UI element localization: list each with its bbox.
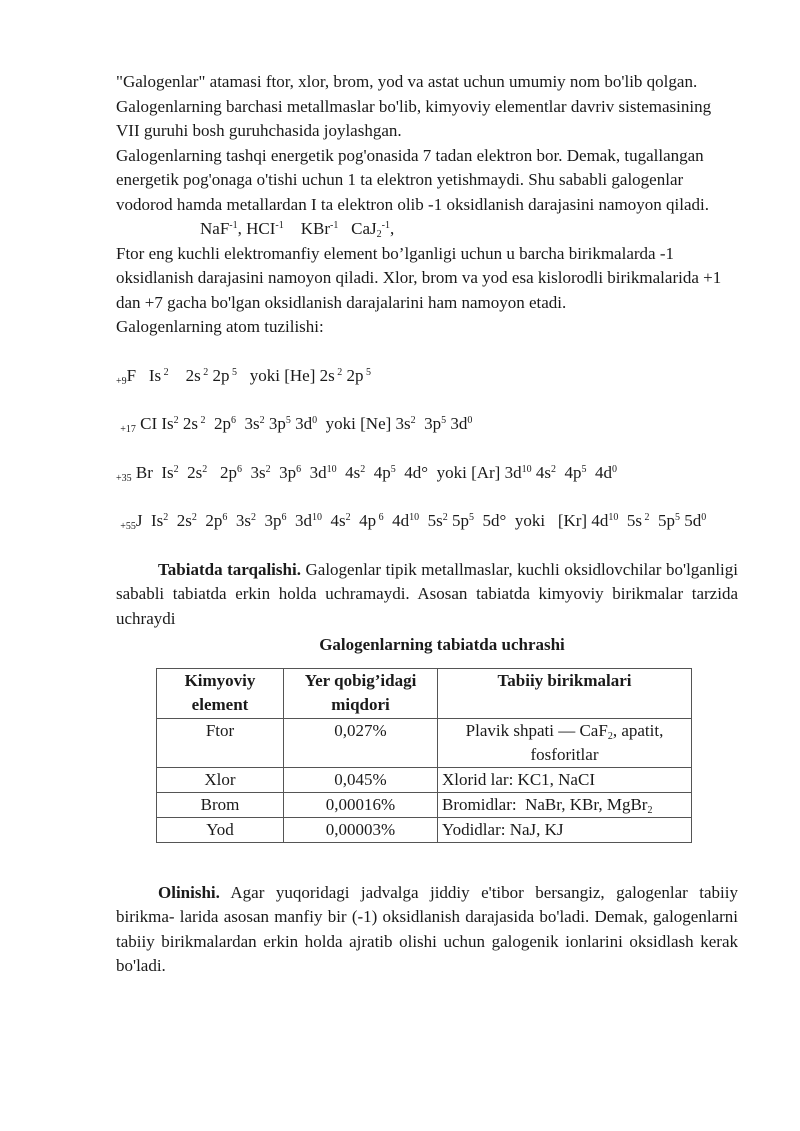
config-chlorine: $_{+17}$ CI Is$^2$ 2s $^2$ $2p^6$ $3s^2$ $3p^5$ $3d^0$ yoki [Ne] $3s^2$ $3p^5$ $3d^0$ bbox=[120, 414, 473, 435]
atom-structure-heading: Galogenlarning atom tuzilishi: bbox=[116, 317, 324, 336]
table-row bbox=[157, 792, 692, 817]
cell-element: Xlor bbox=[157, 767, 284, 792]
cell-element: Ftor bbox=[157, 718, 284, 767]
config-fluorine: $_{+9}$F Is $^2$ 2s $^2$ 2p $^5$ yoki [He] 2s $^2$ 2p $^5$ bbox=[116, 365, 371, 387]
cell-element: Brom bbox=[157, 792, 284, 817]
table-row bbox=[157, 767, 692, 792]
oxidation-formulas: NaF$^{-1}$, $HCI^{-1}$ KBr$^{-1}$ CaJ$_2^{-1}$, bbox=[200, 219, 395, 240]
table-caption: Galogenlarning tabiatda uchrashi bbox=[319, 635, 565, 654]
cell-compounds: Yodidlar: NaJ, KJ bbox=[438, 817, 692, 842]
halogen-table bbox=[156, 668, 692, 843]
nature-paragraph bbox=[116, 558, 738, 632]
table-header-row bbox=[157, 668, 692, 718]
document-page bbox=[116, 70, 738, 979]
obtaining-text: Agar yuqoridagi jadvalga jiddiy e'tibor bersangiz, galogenlar tabiiy birikma- larida asosan manfiy bir (-1) oksidlanish darajasida bo'ladi. Demak, galogenlarni tabiiy birikmalardan erkin holda ajratib olishi uchun galogenik ionlarini oksidlash kerak bo'ladi. bbox=[116, 882, 738, 975]
config-iodine: $_{+55}$J Is$^2$ $2s^2$ $2p^6$ $3s^2$ $3p^6$ $3d^{10}$ $4s^2$ 4p $^6$ $4d^{10}$ $5s^2$ $5p^5$ 5d° yoki [Kr] $4d^{10}$ 5s $^2$ $5p^5$ $5d^0$ bbox=[120, 511, 707, 532]
header-amount: Yer qobig’idagi miqdori bbox=[284, 668, 438, 718]
cell-compounds: Plavik shpati — CaF$_2$, apatit, fosforitlar bbox=[438, 718, 692, 767]
header-compounds: Tabiiy birikmalari bbox=[438, 668, 692, 718]
cell-amount: 0,045% bbox=[284, 767, 438, 792]
cell-amount: 0,00003% bbox=[284, 817, 438, 842]
obtaining-heading: Olinishi. bbox=[158, 882, 220, 902]
table-row bbox=[157, 817, 692, 842]
nature-text: Galogenlar tipik metallmaslar, kuchli oksidlovchilar bo'lganligi sababli tabiatda erkin holda uchramaydi. Asosan tabiatda kimyoviy birikmalar tarzida uchraydi bbox=[116, 559, 739, 628]
cell-compounds: Xlorid lar: KC1, NaCI bbox=[438, 767, 692, 792]
cell-element: Yod bbox=[157, 817, 284, 842]
cell-amount: 0,027% bbox=[284, 718, 438, 767]
table-row bbox=[157, 718, 692, 767]
cell-amount: 0,00016% bbox=[284, 792, 438, 817]
intro-paragraph-1: "Galogenlar" atamasi ftor, xlor, brom, yod va astat uchun umumiy nom bo'lib qolgan. Galogenlarning barchasi metallmaslar bo'lib, kimyoviy elementlar davriv sistemasining VII guruhi bosh guruhchasida joylashgan. bbox=[116, 72, 712, 140]
cell-compounds: Bromidlar: NaBr, KBr, MgBr$_2$ bbox=[438, 792, 692, 817]
obtaining-paragraph bbox=[116, 881, 738, 979]
intro-paragraph-2: Galogenlarning tashqi energetik pog'onasida 7 tadan elektron bor. Demak, tugallangan energetik pog'onaga o'tishi uchun 1 ta elektron yetishmaydi. Shu sababli galogenlar vodorod hamda metallardan I ta elektron olib -1 oksidlanish darajasini namoyon qiladi. bbox=[116, 145, 709, 214]
intro-paragraph-3: Ftor eng kuchli elektromanfiy element bo’lganligi uchun u barcha birikmalarda -1 oksidlanish darajasini namoyon qiladi. Xlor, brom va yod esa kislorodli birikmalarida +1 dan +7 gacha bo'lgan oksidlanish darajalarini ham namoyon etadi. bbox=[116, 243, 722, 312]
header-element: Kimyoviy element bbox=[157, 668, 284, 718]
nature-heading: Tabiatda tarqalishi. bbox=[158, 559, 301, 579]
config-bromine: $_{+35}$ Br Is$^2$ $2s^2$ $2p^6$ $3s^2$ $3p^6$ $3d^{10}$ $4s^2$ $4p^5$ 4d° yoki [Ar] $3d^{10}$ $4s^2$ $4p^5$ $4d^0$ bbox=[116, 462, 617, 484]
